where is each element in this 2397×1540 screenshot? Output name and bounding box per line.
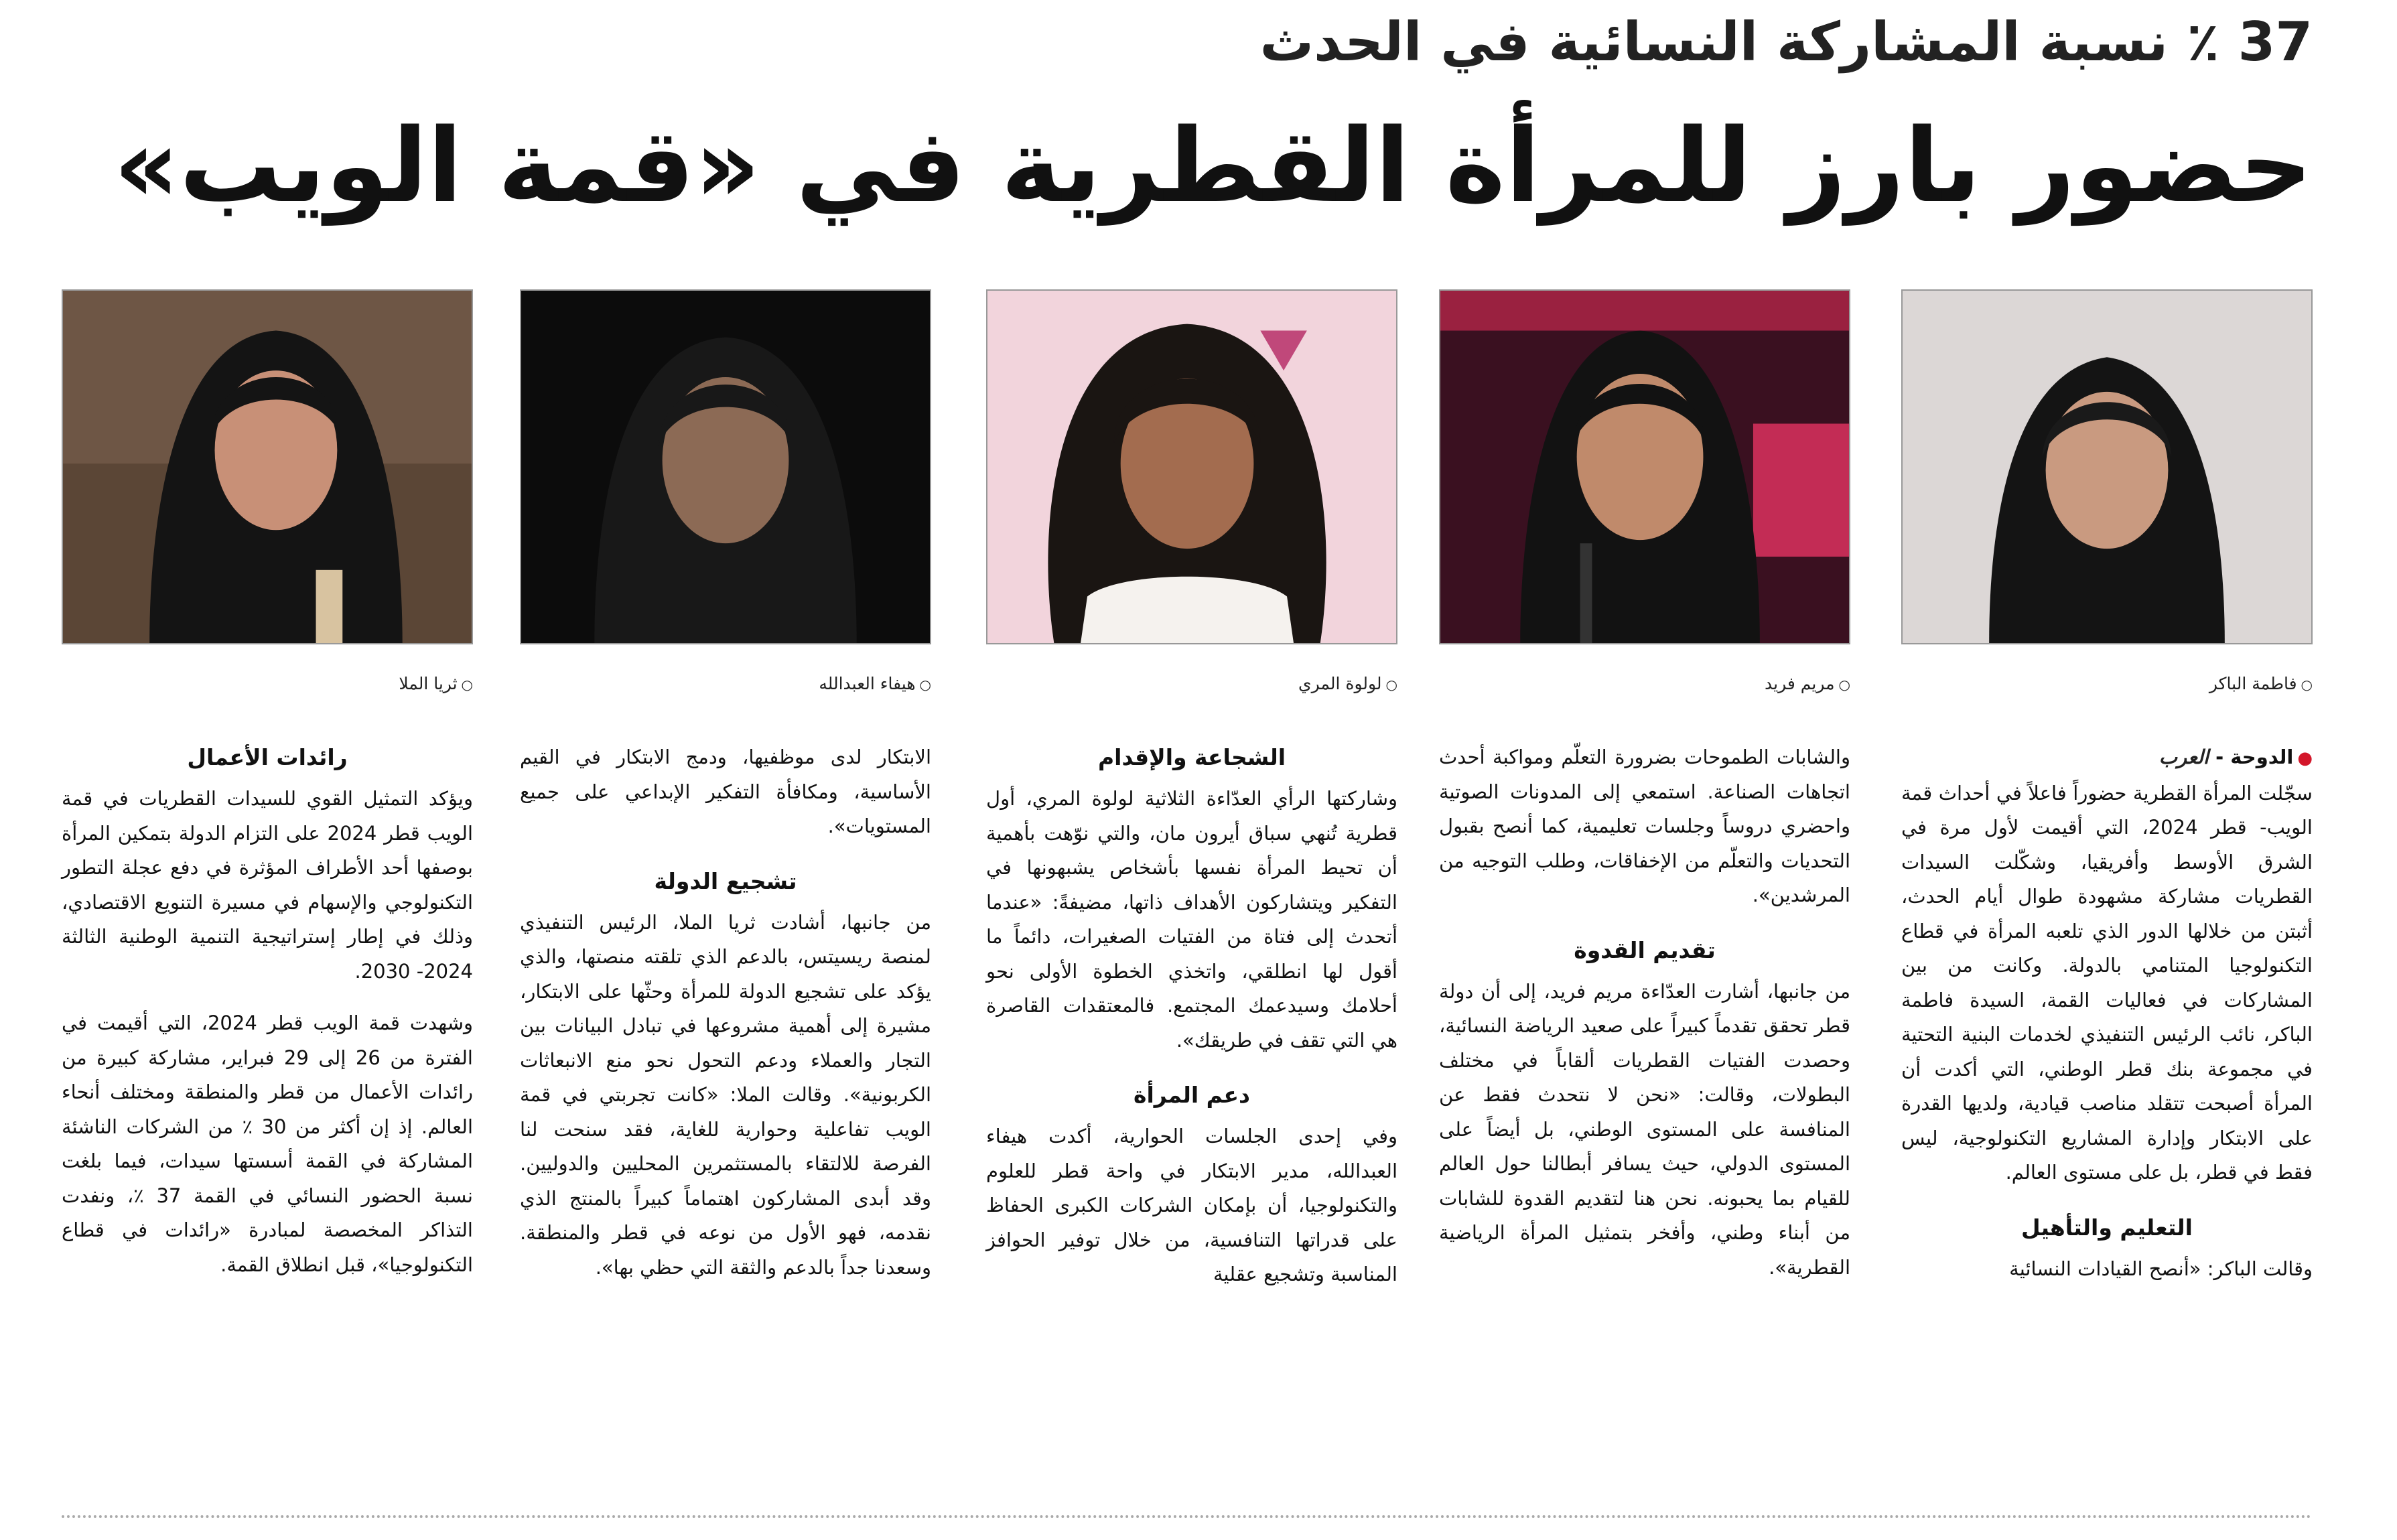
section-heading: دعم المرأة [1134,1082,1250,1108]
section-heading: تقديم القدوة [1574,936,1716,963]
headline: حضور بارز للمرأة القطرية في «قمة الويب» [113,107,2313,225]
subheadline: 37 ٪ نسبة المشاركة النسائية في الحدث [1259,11,2313,73]
photo-caption-lolwa [986,674,1397,693]
photo-thuraya-almulla [62,289,473,644]
paragraph: وشهدت قمة الويب قطر 2024، التي أقيمت في الفترة من 26 إلى 29 فبراير، مشاركة كبيرة من رائدات الأعمال من قطر والمنطقة ومختلف أنحاء العالم. إذ إن أكثر من 30 ٪ من الشركات الناشئة المشاركة في القمة أسستها سيدات، فيما بلغت نسبة الحضور النسائي في القمة 37 ٪، ونفدت التذاكر المخصصة لمبادرة «رائدات في قطاع التكنولوجيا»، قبل انطلاق القمة. [62,1011,474,1276]
paragraph: وفي إحدى الجلسات الحوارية، أكدت هيفاء العبدالله، مدير الابتكار في واحة قطر للعلوم والتكنولوجيا، أن بإمكان الشركات الكبرى الحفاظ على قدراتها التنافسية، من خلال توفير الحوافز المناسبة وتشجيع عقلية [986,1125,1397,1285]
dateline [1901,740,2313,776]
paragraph: من جانبها، أشادت ثريا الملا، الرئيس التنفيذي لمنصة ريسيتس، بالدعم الذي تلقته منصتها، والذي يؤكد على تشجيع الدولة للمرأة وحثّها على الابتكار، مشيرة إلى أهمية مشروعها في تبادل البيانات بين التجار والعملاء ودعم التحول نحو منع الانبعاثات الكربونية». وقالت الملا: «كانت تجربتي في قمة الويب تفاعلية وحوارية للغاية، فقد سنحت لنا الفرصة للالتقاء بالمستثمرين المحليين والدوليين. وقد أبدى المشاركون اهتماماً كبيراً بالمنتج الذي نقدمه، فهو الأول من نوعه في قطر والمنطقة. وسعدنا جداً بالدعم والثقة التي حظي بها». [520,910,931,1279]
caption-bullet: ○ [919,677,931,693]
section-heading: رائدات الأعمال [187,744,348,770]
bottom-dotted-rule [62,1515,2313,1518]
caption-text: لولوة المري [1298,674,1382,693]
caption-bullet: ○ [1385,677,1397,693]
section-heading: الشجاعة والإقدام [1097,744,1286,770]
paragraph: سجّلت المرأة القطرية حضوراً فاعلاً في أحداث قمة الويب- قطر 2024، التي أقيمت لأول مرة في الشرق الأوسط وأفريقيا، وشكّلت السيدات القطريات مشاركة مشهودة طوال أيام الحدث، أثبتن من خلالها الدور الذي تلعبه المرأة في قطاع التكنولوجيا المتنامي بالدولة. وكانت من بين المشاركات في فعاليات القمة، السيدة فاطمة الباكر، نائب الرئيس التنفيذي لخدمات البنية التحتية في مجموعة بنك قطر الوطني، التي أكدت أن المرأة أصبحت تتقلد مناصب قيادية، ولديها القدرة على الابتكار وإدارة المشاريع التكنولوجية، ليس فقط في قطر، بل على مستوى العالم. [1901,781,2313,1184]
paragraph: والشابات الطموحات بضرورة التعلّم ومواكبة أحدث اتجاهات الصناعة. استمعي إلى المدونات الصوتية واحضري دروساً وجلسات تعليمية، كما أنصح بقبول التحديات والتعلّم من الإخفاقات، وطلب التوجيه من المرشدين». [1439,746,1850,906]
photo-lolwa-almarri [986,289,1397,644]
caption-text: هيفاء العبدالله [819,674,916,693]
caption-text: ثريا الملا [399,674,458,693]
dateline-paper: العرب [2159,746,2209,768]
photo-caption-thuraya [62,674,473,693]
dateline-dot-icon: ● [2297,748,2313,768]
photo-maryam-fareed [1439,289,1850,644]
caption-bullet: ○ [461,677,473,693]
photo-caption-maryam [1439,674,1850,693]
caption-bullet: ○ [2301,677,2313,693]
photo-caption-fatma [1901,674,2313,693]
article-column-4 [520,740,931,1302]
article-column-1 [1901,740,2313,1304]
section-heading: التعليم والتأهيل [2021,1214,2193,1241]
section-heading: تشجيع الدولة [654,867,797,894]
article-column-2 [1439,740,1850,1302]
article-column-5 [62,740,473,1300]
paragraph: وشاركتها الرأي العدّاءة الثلاثية لولوة المري، أول قطرية تُنهي سباق أيرون مان، والتي نوّهت بأهمية أن تحيط المرأة نفسها بأشخاص يشبهونها في التفكير ويتشاركون الأهداف ذاتها، مضيفةً: «عندما أتحدث إلى فتاة من الفتيات الصغيرات، دائماً ما أقول لها انطلقي، واتخذي الخطوة الأولى نحو أحلامك وسيدعمك المجتمع. فالمعتقدات القاصرة هي التي تقف في طريقك». [986,787,1397,1052]
caption-bullet: ○ [1838,677,1850,693]
paragraph: الابتكار لدى موظفيها، ودمج الابتكار في القيم الأساسية، ومكافأة التفكير الإبداعي على جميع المستويات». [520,746,931,837]
article-column-3 [986,740,1397,1310]
dateline-city: الدوحة - [2215,746,2294,768]
paragraph: وقالت الباكر: «أنصح القيادات النسائية [2009,1257,2313,1280]
caption-text: مريم فريد [1764,674,1835,693]
photo-fatma-albaker [1901,289,2313,644]
paragraph: من جانبها، أشارت العدّاءة مريم فريد، إلى أن دولة قطر تحقق تقدماً كبيراً على صعيد الرياضة النسائية، وحصدت الفتيات القطريات ألقاباً في مختلف البطولات، وقالت: «نحن لا نتحدث فقط عن المنافسة على المستوى الوطني، بل أيضاً على المستوى الدولي، حيث يسافر أبطالنا حول العالم للقيام بما يحبونه. نحن هنا لتقديم القدوة للشابات من أبناء وطني، وأفخر بتمثيل المرأة الرياضية القطرية». [1439,979,1850,1279]
photo-caption-haifa [520,674,931,693]
photo-haifa-alabdulla [520,289,931,644]
caption-text: فاطمة الباكر [2209,674,2297,693]
paragraph: ويؤكد التمثيل القوي للسيدات القطريات في قمة الويب قطر 2024 على التزام الدولة بتمكين المرأة بوصفها أحد الأطراف المؤثرة في دفع عجلة التطور التكنولوجي والإسهام في مسيرة التنويع الاقتصادي، وذلك في إطار إستراتيجية التنمية الوطنية الثالثة 2024- 2030. [62,787,473,983]
